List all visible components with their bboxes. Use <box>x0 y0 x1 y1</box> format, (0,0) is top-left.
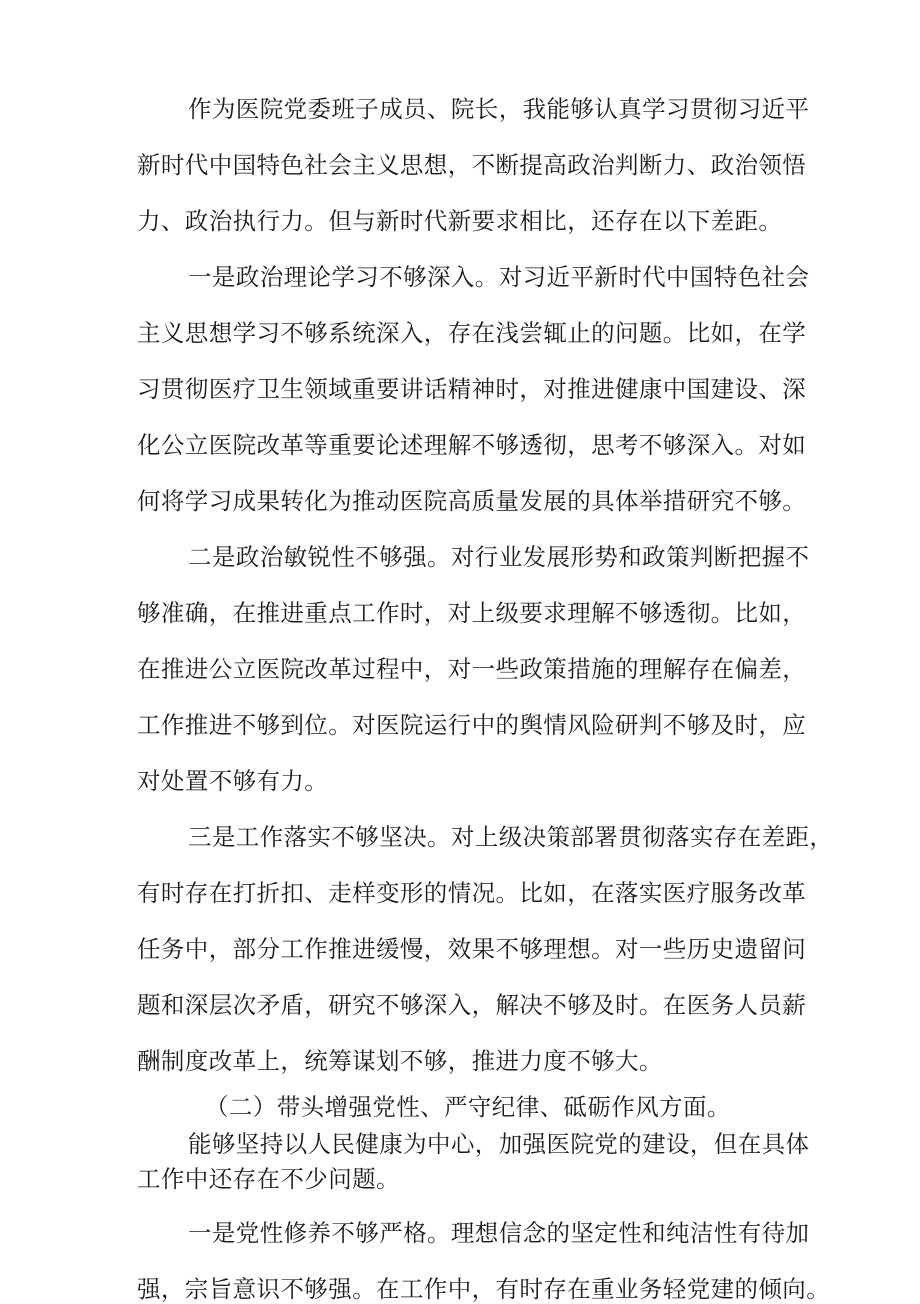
text-line: 对处置不够有力。 <box>137 767 329 795</box>
text-line: 新时代中国特色社会主义思想，不断提高政治判断力、政治领悟 <box>137 151 807 179</box>
text-line: 工作中还存在不少问题。 <box>137 1165 400 1193</box>
text-line: 在推进公立医院改革过程中，对一些政策措施的理解存在偏差， <box>137 655 807 683</box>
text-line: 一是党性修养不够严格。理想信念的坚定性和纯洁性有待加 <box>188 1219 810 1247</box>
text-line: 有时存在打折扣、走样变形的情况。比如，在落实医疗服务改革 <box>137 879 807 907</box>
text-line: 习贯彻医疗卫生领域重要讲话精神时，对推进健康中国建设、深 <box>137 375 807 403</box>
text-line: 题和深层次矛盾，研究不够深入，解决不够及时。在医务人员薪 <box>137 991 807 1019</box>
text-line: 二是政治敏锐性不够强。对行业发展形势和政策判断把握不 <box>188 543 810 571</box>
text-line: 主义思想学习不够系统深入，存在浅尝辄止的问题。比如，在学 <box>137 319 807 347</box>
text-line: 何将学习成果转化为推动医院高质量发展的具体举措研究不够。 <box>137 487 807 515</box>
section-heading: （二）带头增强党性、严守纪律、砥砺作风方面。 <box>205 1093 731 1121</box>
text-line: 够准确，在推进重点工作时，对上级要求理解不够透彻。比如， <box>137 599 807 627</box>
text-line: 一是政治理论学习不够深入。对习近平新时代中国特色社会 <box>188 263 810 291</box>
text-line: 力、政治执行力。但与新时代新要求相比，还存在以下差距。 <box>137 207 783 235</box>
text-line: 三是工作落实不够坚决。对上级决策部署贯彻落实存在差距， <box>188 823 834 851</box>
text-line: 强，宗旨意识不够强。在工作中，有时存在重业务轻党建的倾向。 <box>137 1275 831 1303</box>
text-line: 工作推进不够到位。对医院运行中的舆情风险研判不够及时，应 <box>137 711 807 739</box>
text-line: 作为医院党委班子成员、院长，我能够认真学习贯彻习近平 <box>188 95 810 123</box>
text-line: 任务中，部分工作推进缓慢，效果不够理想。对一些历史遗留问 <box>137 935 807 963</box>
text-line: 酬制度改革上，统筹谋划不够，推进力度不够大。 <box>137 1047 663 1075</box>
text-line: 能够坚持以人民健康为中心，加强医院党的建设，但在具体 <box>188 1130 810 1158</box>
text-line: 化公立医院改革等重要论述理解不够透彻，思考不够深入。对如 <box>137 431 807 459</box>
